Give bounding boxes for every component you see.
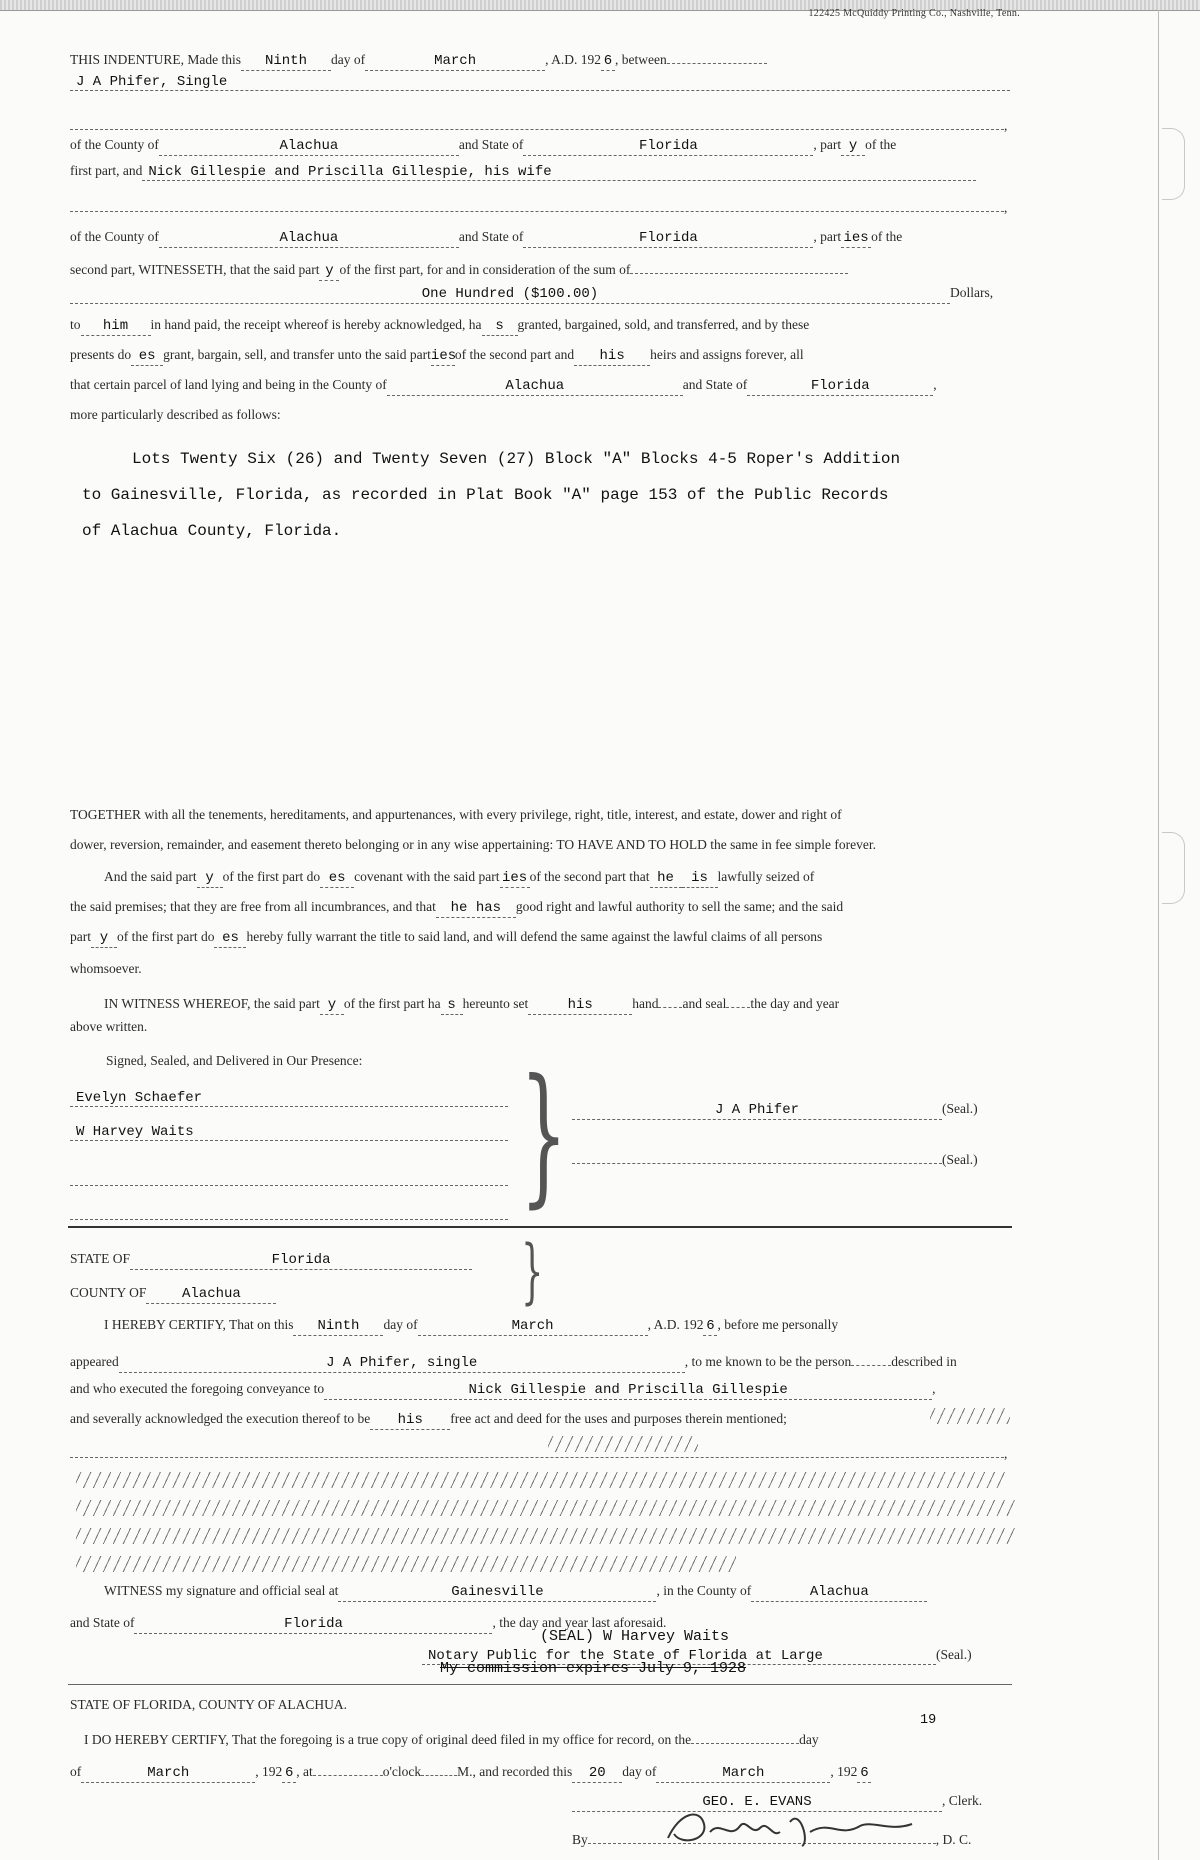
ack-severally-line: and severally acknowledged the execution thereof to be his free act and deed for the uses and purposes therein mentioned; [70,1411,787,1428]
struck-text [930,1408,1010,1424]
clerk-record-line: of March , 192 6 , at o'clock M., and recorded this 20 day of March , 192 6 [70,1758,1010,1783]
covenant-line: part y of the first part do es hereby fully warrant the title to said land, and will defend the same against the lawful claims of all persons [70,929,823,946]
grantor-county-line: of the County of Alachua and State of Florida , part y of the [70,137,897,154]
witness-signature-line [70,1202,510,1225]
notary-witness-line: WITNESS my signature and official seal at Gainesville , in the County of Alachua [104,1582,1044,1602]
grantee-county-line: of the County of Alachua and State of Florida , part ies of the [70,229,903,246]
notary-state-line: and State of Florida , the day and year last aforesaid. [70,1615,667,1632]
parcel-line: that certain parcel of land lying and being in the County of Alachua and State of Florida , [70,377,937,394]
fill-month: March [365,53,545,71]
struck-text [76,1556,736,1572]
ack-certify-line: I HEREBY CERTIFY, That on this Ninth day of March , A.D. 192 6 , before me personally [104,1317,839,1334]
blank-line: , [70,112,1010,135]
printer-imprint: 122425 McQuiddy Printing Co., Nashville, Tenn. [808,8,1020,19]
witness-signature-line [70,1088,510,1107]
witness-signature-line [70,1168,510,1191]
covenant-line: the said premises; that they are free from all incumbrances, and that he has good right and lawful authority to sell the same; and the said [70,899,844,916]
legal-description-line: of Alachua County, Florida. [82,522,342,540]
top-border [0,0,1200,11]
grantee-line: first part, and Nick Gillespie and Priscilla Gillespie, his wife [70,162,1010,181]
ack-appeared-line: appeared J A Phifer, single , to me known to be the person described in [70,1348,1010,1373]
fill-grantor: J A Phifer, Single [70,74,1010,91]
blank-line: , [70,1440,1010,1463]
struck-text [76,1500,1016,1516]
grantor-signature-line: (Seal.) [572,1146,1012,1169]
clerk-certify-line: I DO HEREBY CERTIFY, That the foregoing is a true copy of original deed filed in my office for record, on the day [84,1726,1024,1749]
presents-line: presents do es grant, bargain, sell, and transfer unto the said partiesof the second part and his heirs and assigns forever, all [70,347,804,364]
deputy-clerk-signature [660,1802,920,1859]
deputy-line: By , D. C. [572,1826,1012,1849]
together-line: TOGETHER with all the tenements, hereditaments, and appurtenances, with every privilege, right, title, interest, and estate, dower and right of [70,807,842,822]
binding-tab [1162,832,1185,904]
witness1-name: Evelyn Schaefer [70,1090,508,1107]
signature-scrawl-icon [660,1802,920,1852]
clerk-heading: STATE OF FLORIDA, COUNTY OF ALACHUA. [70,1697,348,1712]
legal-description-line: Lots Twenty Six (26) and Twenty Seven (27) Block "A" Blocks 4-5 Roper's Addition [132,450,901,468]
brace: } [519,1048,568,1222]
brace: } [521,1230,544,1312]
fill-day: Ninth [241,53,331,71]
fill-grantee: Nick Gillespie and Priscilla Gillespie, his wife [142,164,976,181]
receipt-line: to him in hand paid, the receipt whereof is hereby acknowledged, ha s granted, bargained, sold, and transferred, and by these [70,317,810,334]
fill-grantor-state: Florida [523,138,813,156]
struck-text [76,1528,1016,1544]
grantor-line [70,72,1010,91]
witness2-name: W Harvey Waits [70,1124,508,1141]
ack-executed-line: and who executed the foregoing conveyance to Nick Gillespie and Priscilla Gillespie , [70,1381,936,1398]
notary-seal: (SEAL) W Harvey Waits [540,1628,730,1645]
record-day: 19 [920,1713,937,1728]
witnesseth-line: second part, WITNESSETH, that the said part y of the first part, for and in consideration of the sum of [70,256,1010,281]
section-divider [68,1226,1012,1228]
page-edge [1158,10,1159,1860]
blank-line: , [70,194,1010,217]
section-divider [68,1684,1012,1685]
ack-state-line: STATE OF Florida [70,1250,520,1270]
grantor-signature: J A Phifer [572,1102,942,1120]
clerk-name: GEO. E. EVANS [572,1794,942,1812]
ack-county-line: COUNTY OF Alachua [70,1284,520,1304]
fill-grantor-county: Alachua [159,138,459,156]
together-line: dower, reversion, remainder, and easement thereto belonging or in any wise appertaining: TO HAVE AND TO HOLD the same in fee simple forever. [70,837,876,852]
notary-commission: My commission expires July 9, 1928 [440,1660,747,1677]
witness-line: above written. [70,1019,148,1034]
notary-title-line: Notary Public for the State of Florida at Large (Seal.) [422,1646,1012,1665]
legal-description-line: to Gainesville, Florida, as recorded in Plat Book "A" page 153 of the Public Records [82,486,889,504]
fill-grantee-county: Alachua [159,230,459,248]
struck-text [76,1472,1006,1488]
indenture-line: THIS INDENTURE, Made this Ninth day of March , A.D. 192 6 , between [70,46,1010,71]
covenant-line: whomsoever. [70,961,142,976]
fill-sum: One Hundred ($100.00) [70,286,950,304]
signed-line: Signed, Sealed, and Delivered in Our Presence: [106,1053,363,1068]
witness-line: IN WITNESS WHEREOF, the said part y of the first part ha s hereunto set his hand and seal the day and year [104,990,1044,1015]
binding-tab [1162,128,1185,200]
clerk-name-line: GEO. E. EVANS , Clerk. [572,1792,1012,1812]
described-line: more particularly described as follows: [70,407,281,422]
sum-line: One Hundred ($100.00) Dollars, [70,284,1010,304]
covenant-line: And the said part y of the first part do es covenant with the said part ies of the second part that he is lawfully seized of [104,869,815,886]
witness-signature-line [70,1122,510,1141]
fill-grantee-state: Florida [523,230,813,248]
fill-year: 6 [601,53,615,71]
grantor-signature-line: J A Phifer (Seal.) [572,1100,1012,1120]
struck-text [548,1436,698,1452]
